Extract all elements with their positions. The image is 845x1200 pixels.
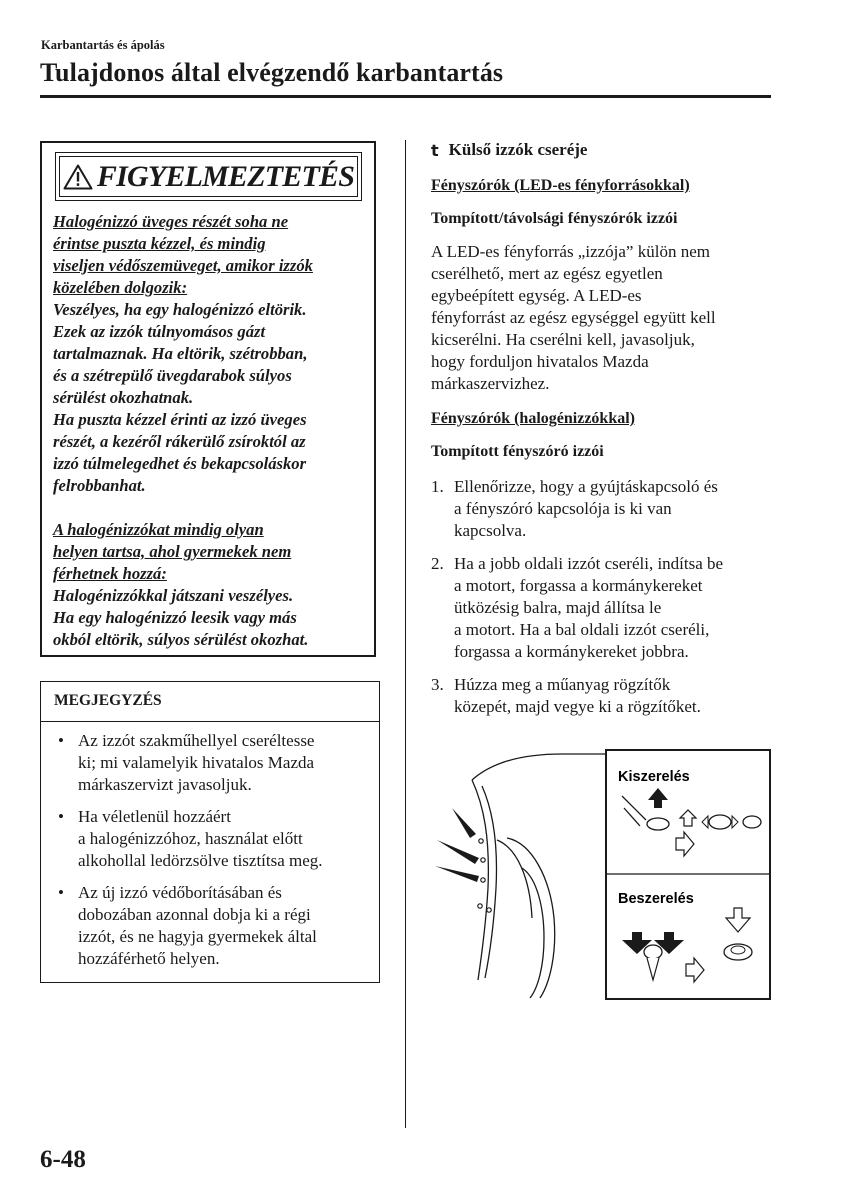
step-line: forgassa a kormánykereket jobbra. xyxy=(454,642,689,661)
section-marker-icon: t xyxy=(431,140,439,160)
column-divider xyxy=(405,140,406,1128)
page-number: 6-48 xyxy=(40,1146,86,1173)
note-item xyxy=(54,806,376,872)
warning-line: Ha puszta kézzel érinti az izzó üveges xyxy=(53,410,307,429)
warning-header xyxy=(55,152,362,201)
step-item xyxy=(431,476,776,542)
para-line: márkaszervizhez. xyxy=(431,374,550,393)
warning-line: közelében dolgozik: xyxy=(53,278,188,297)
step-line: Ha a jobb oldali izzót cseréli, indítsa be xyxy=(454,554,724,573)
install-steps xyxy=(622,908,752,982)
warning-line: érintse puszta kézzel, és mindig xyxy=(53,234,266,253)
note-item xyxy=(54,882,376,970)
subheading-led: Fényszórók (LED-es fényforrásokkal) xyxy=(431,177,690,194)
note-line: Ha véletlenül hozzáért xyxy=(78,807,231,826)
note-line: alkohollal ledörzsölve tisztítsa meg. xyxy=(78,851,323,870)
warning-line: és a szétrepülő üvegdarabok súlyos xyxy=(53,366,292,385)
warning-line: sérülést okozhatnak. xyxy=(53,388,194,407)
para-line: hogy forduljon hivatalos Mazda xyxy=(431,352,649,371)
warning-line: helyen tartsa, ahol gyermekek nem xyxy=(53,542,292,561)
warning-line: felrobbanhat. xyxy=(53,476,146,495)
para-line: fényforrást az egész egységgel együtt kell xyxy=(431,308,716,327)
warning-line: A halogénizzókat mindig olyan xyxy=(53,520,264,539)
note-box xyxy=(40,681,380,983)
subheading-halogen-bulbs: Tompított fényszóró izzói xyxy=(431,443,604,460)
step-number: 1. xyxy=(431,477,444,496)
step-line: ütközésig balra, majd állítsa le xyxy=(454,598,662,617)
led-paragraph xyxy=(431,241,771,395)
warning-line: Ezek az izzók túlnyomásos gázt xyxy=(53,322,266,341)
step-line: kapcsolva. xyxy=(454,521,527,540)
step-line: a motort, forgassa a kormánykereket xyxy=(454,576,703,595)
section-heading-text: Külső izzók cseréje xyxy=(448,140,588,159)
note-title: MEGJEGYZÉS xyxy=(54,692,162,709)
warning-line: Halogénizzókkal játszani veszélyes. xyxy=(53,586,294,605)
steps-list xyxy=(431,476,776,729)
para-line: A LED-es fényforrás „izzója” külön nem xyxy=(431,242,710,261)
warning-line: tartalmaznak. Ha eltörik, szétrobban, xyxy=(53,344,308,363)
note-line: dobozában azonnal dobja ki a régi xyxy=(78,905,311,924)
note-line: Az izzót szakműhellyel cseréltesse xyxy=(78,731,315,750)
note-list xyxy=(54,730,376,980)
step-line: közepét, majd vegye ki a rögzítőket. xyxy=(454,697,701,716)
step-line: a fényszóró kapcsolója is ki van xyxy=(454,499,672,518)
warning-box xyxy=(40,141,376,657)
para-line: kicserélni. Ha cserélni kell, javasoljuk, xyxy=(431,330,695,349)
warning-line: Veszélyes, ha egy halogénizzó eltörik. xyxy=(53,300,307,319)
warning-line: viseljen védőszemüveget, amikor izzók xyxy=(53,256,313,275)
section-heading xyxy=(431,140,587,160)
warning-triangle-icon xyxy=(63,164,93,190)
warning-line: Halogénizzó üveges részét soha ne xyxy=(53,212,289,231)
install-label: Beszerelés xyxy=(618,891,694,907)
step-item xyxy=(431,553,776,663)
page-title: Tulajdonos által elvégzendő karbantartás xyxy=(40,58,504,87)
step-number: 2. xyxy=(431,554,444,573)
warning-line: részét, a kezéről rákerülő zsíroktól az xyxy=(53,432,306,451)
step-line: a motort. Ha a bal oldali izzót cseréli, xyxy=(454,620,710,639)
step-item xyxy=(431,674,776,718)
warning-line: okból eltörik, súlyos sérülést okozhat. xyxy=(53,630,309,649)
note-line: márkaszervizt javasoljuk. xyxy=(78,775,252,794)
fender-clip-illustration xyxy=(432,748,772,1001)
note-line: hozzáférhető helyen. xyxy=(78,949,220,968)
step-number: 3. xyxy=(431,675,444,694)
note-header xyxy=(41,682,379,722)
subheading-led-bulbs: Tompított/távolsági fényszórók izzói xyxy=(431,210,678,227)
title-rule xyxy=(40,95,771,98)
warning-title: FIGYELMEZTETÉS xyxy=(96,159,355,193)
pointer-arrows xyxy=(435,808,479,882)
note-item xyxy=(54,730,376,796)
note-line: a halogénizzóhoz, használat előtt xyxy=(78,829,303,848)
removal-steps xyxy=(622,788,761,856)
para-line: cserélhető, mert az egész egyetlen xyxy=(431,264,663,283)
warning-line: izzó túlmelegedhet és bekapcsoláskor xyxy=(53,454,307,473)
note-line: izzót, és ne hagyja gyermekek által xyxy=(78,927,317,946)
subheading-halogen: Fényszórók (halogénizzókkal) xyxy=(431,410,635,427)
clip-dots xyxy=(478,839,491,912)
note-line: Az új izzó védőborításában és xyxy=(78,883,282,902)
note-line: ki; mi valamelyik hivatalos Mazda xyxy=(78,753,315,772)
section-label: Karbantartás és ápolás xyxy=(41,38,165,52)
para-line: egybeépített egység. A LED-es xyxy=(431,286,642,305)
warning-line: férhetnek hozzá: xyxy=(53,564,167,583)
step-line: Húzza meg a műanyag rögzítők xyxy=(454,675,671,694)
removal-label: Kiszerelés xyxy=(618,769,690,785)
step-line: Ellenőrizze, hogy a gyújtáskapcsoló és xyxy=(454,477,718,496)
warning-body xyxy=(53,211,375,651)
fender-drawing xyxy=(472,754,607,998)
warning-line: Ha egy halogénizzó leesik vagy más xyxy=(53,608,297,627)
